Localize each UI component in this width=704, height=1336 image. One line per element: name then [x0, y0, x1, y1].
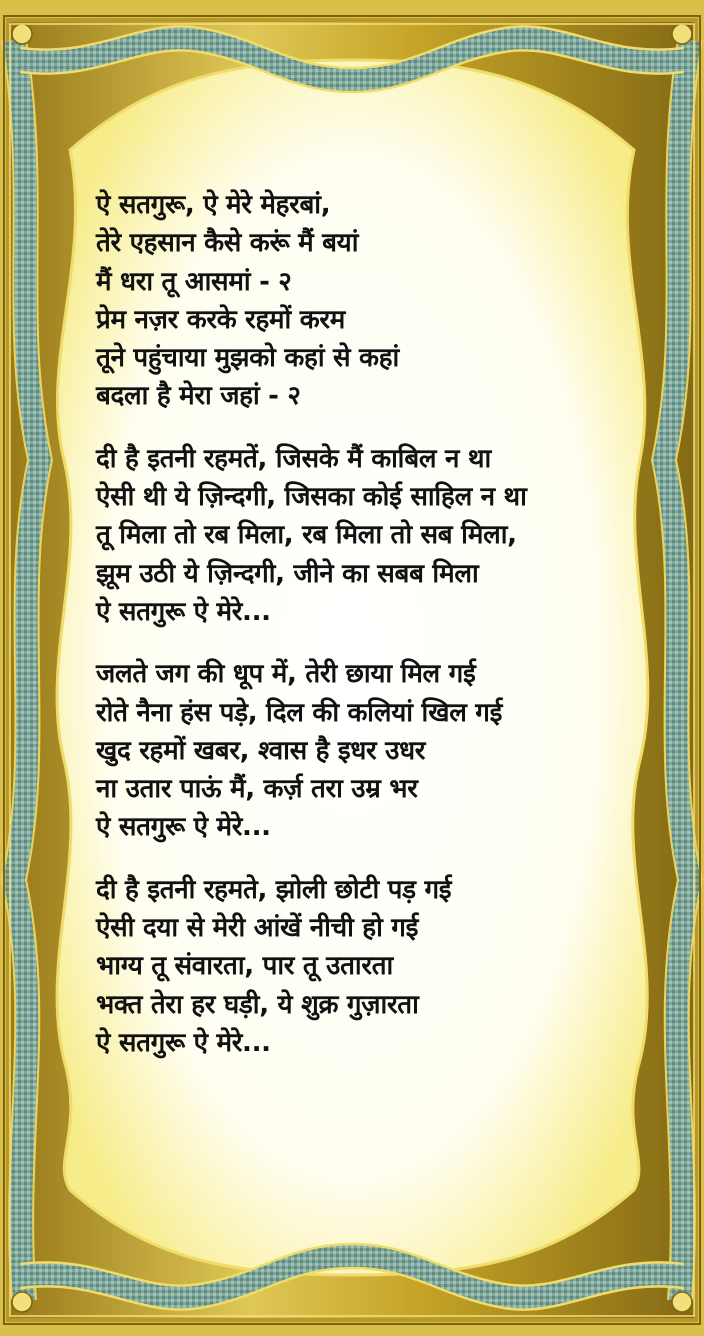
poem-text [96, 186, 616, 1086]
poem-line: दी है इतनी रहमतें, जिसके मैं काबिल न था [96, 443, 491, 474]
poem-line: तेरे एहसान कैसे करूं मैं बयां [96, 228, 359, 259]
poem-line: जलते जग की धूप में, तेरी छाया मिल गई [96, 659, 476, 690]
poem-line: ऐसी थी ये ज़िन्दगी, जिसका कोई साहिल न था [96, 482, 527, 513]
poem-line: ऐ सतगुरू ऐ मेरे... [96, 596, 271, 627]
poem-line: ऐ सतगुरू ऐ मेरे... [96, 812, 271, 843]
stanza-4 [96, 871, 616, 1062]
poem-line: प्रेम नज़र करके रहमों करम [96, 304, 345, 335]
poem-line: झूम उठी ये ज़िन्दगी, जीने का सबब मिला [96, 558, 479, 589]
poem-line: ऐ सतगुरू, ऐ मेरे मेहरबां, [96, 190, 331, 220]
poem-line: मैं धरा तू आसमां - २ [96, 266, 292, 297]
poem-line: तू मिला तो रब मिला, रब मिला तो सब मिला, [96, 520, 517, 551]
poem-line: ऐसी दया से मेरी आंखें नीची हो गई [96, 913, 419, 944]
poem-line: बदला है मेरा जहां - २ [96, 381, 301, 412]
stanza-2 [96, 440, 616, 631]
poem-line: दी है इतनी रहमते, झोली छोटी पड़ गई [96, 874, 452, 905]
stanza-1 [96, 186, 616, 416]
poem-line: ऐ सतगुरू ऐ मेरे... [96, 1027, 271, 1058]
stanza-3 [96, 655, 616, 846]
poem-line: खुद रहमों खबर, श्वास है इधर उधर [96, 735, 426, 766]
poem-line: भाग्य तू संवारता, पार तू उतारता [96, 951, 393, 982]
poem-line: ना उतार पाऊं मैं, कर्ज़ तरा उम्र भर [96, 774, 418, 805]
poem-line: तूने पहुंचाया मुझको कहां से कहां [96, 343, 399, 374]
poem-line: भक्त तेरा हर घड़ी, ये शुक्र गुज़ारता [96, 989, 419, 1020]
poem-line: रोते नैना हंस पड़े, दिल की कलियां खिल गई [96, 697, 503, 728]
